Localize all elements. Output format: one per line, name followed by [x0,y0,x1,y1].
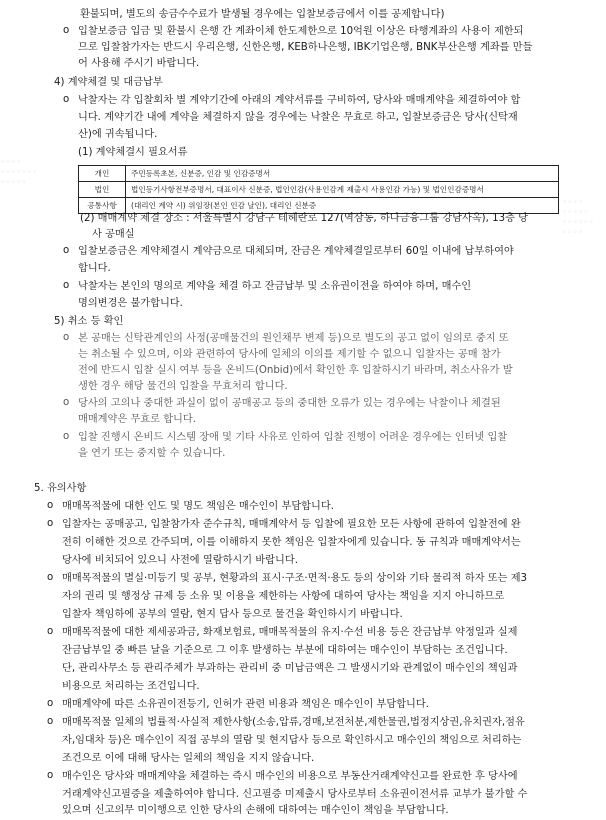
watermark-right: ◦◦◦◦ ◦◦◦◦◦ ◦◦◦◦◦◦ ◦◦◦◦ [562,198,594,238]
note-6-b: 자,임대차 등)은 매수인이 직접 공부의 열람 및 현지답사 등으로 확인하시고 매수인의 책임으로 처리하는 [62,735,522,746]
watermark-left: ◦◦◦◦ ◦◦◦◦◦◦◦ ◦◦◦◦◦ [0,158,38,188]
bullet-icon: o [47,518,54,529]
bullet-icon: o [47,626,54,637]
required-docs-heading: (1) 계약체결시 필요서류 [78,147,188,158]
cancel-text: 본 공매는 신탁관계인의 사정(공매물건의 원인채무 변제 등)으로 별도의 공고 없이 임의로 중지 또 [78,333,509,344]
bullet-icon: o [47,572,54,583]
deposit-bank-text-2: 므로 입찰참가자는 반드시 우리은행, 신한은행, KEB하나은행, IBK기업은행, BNK부산은행 계좌를 만들 [78,42,533,53]
refund-note: 환불되며, 별도의 송금수수료가 발생될 경우에는 입찰보증금에서 이를 공제합니다) [80,9,445,20]
table-row [79,182,559,198]
contract-text-3: 산)에 귀속됩니다. [78,129,158,140]
bullet-icon: o [63,280,70,291]
heading-cancel: 5) 취소 등 확인 [54,316,124,327]
note-2-b: 전히 이해한 것으로 간주되며, 이를 이해하지 못한 책임은 입찰자에게 있습니다. 동 규칙과 매매계약서는 [62,537,521,548]
table-value: 주민등록초본, 신분증, 인감 및 인감증명서 [126,166,559,182]
cancel-text-4: 생한 경우 해당 물건의 입찰을 무효처리 합니다. [78,381,288,392]
cancel-text-3: 전에 반드시 입찰 실시 여부 등을 온비드(Onbid)에서 확인한 후 입찰하시기 바라며, 취소사유가 발 [78,365,513,376]
bullet-icon: o [63,245,70,256]
contract-location-2: 사 공매실 [92,229,135,240]
contract-text-2: 니다. 계약기간 내에 계약을 체결하지 않을 경우에는 낙찰은 무효로 하고, 입찰보증금은 당사(신탁재 [78,112,518,123]
note-3-c: 입찰자 책임하에 공부의 열람, 현지 답사 등으로 물건을 확인하시기 바랍니다. [62,609,403,620]
name-change-text: 낙찰자는 본인의 명의로 계약을 체결 하고 잔금납부 및 소유권이전을 하여야 하며, 매수인 [78,281,472,292]
error-text-2: 매매계약은 무효로 합니다. [78,414,196,425]
table-key: 공통사항 [79,198,126,214]
note-3: 매매목적물의 멸실·미등기 및 공부, 현황과의 표시·구조·면적·용도 등의 상이와 기타 물리적 하자 또는 제3 [62,573,528,584]
name-change-text-2: 명의변경은 불가합니다. [78,298,183,309]
note-1: 매매목적물에 대한 인도 및 명도 책임은 매수인이 부담합니다. [62,501,334,512]
bullet-icon: o [63,94,70,105]
contract-location: (2) 매매계약 체결 장소 : 서울특별시 강남구 테헤란로 127(역삼동, 하나금융그룹 강남사옥), 13층 당 [80,213,528,224]
table-value: 법인등기사항전부증명서, 대표이사 신분증, 법인인감(사용인감계 제출시 사용인감 가능) 및 법인인감증명서 [126,182,559,198]
deposit-bank-text-3: 어 사용해 주시기 바랍니다. [78,58,200,69]
note-6-c: 조건으로 이에 대해 당사는 일체의 책임을 지지 않습니다. [62,753,315,764]
table-value: (대리인 계약 시) 위임장(본인 인감 날인), 대리인 신분증 [126,198,559,214]
bullet-icon: o [47,716,54,727]
bullet-icon: o [63,332,70,343]
section-title-notes: 5. 유의사항 [34,483,87,494]
note-4-b: 잔금납부일 중 빠른 날을 기준으로 그 이후 발생하는 부분에 대하여는 매수인이 부담하는 조건입니다. [62,645,508,656]
note-7-c: 있으며 신고의무 미이행으로 인한 당사의 손해에 대하여는 매수인이 책임을 부담합니다. [62,805,449,816]
note-2: 입찰자는 공매공고, 입찰참가자 준수규칙, 매매계약서 등 입찰에 필요한 모든 사항에 관하여 입찰전에 완 [62,519,521,530]
bullet-icon: o [47,500,54,511]
deposit-replace-text: 입찰보증금은 계약체결시 계약금으로 대체되며, 잔금은 계약체결일로부터 60일 이내에 납부하여야 [78,246,514,257]
note-4: 매매목적물에 대한 제세공과금, 화재보험료, 매매목적물의 유지·수선 비용 등은 잔금납부 약정일과 실제 [62,627,518,638]
note-4-c: 단, 관리사무소 등 관리주체가 부과하는 관리비 중 미납금액은 그 발생시기와 관계없이 매수인의 책임과 [62,663,518,674]
note-7: 매수인은 당사와 매매계약을 체결하는 즉시 매수인의 비용으로 부동산거래계약신고를 완료한 후 당사에 [62,771,518,782]
bullet-icon: o [63,397,70,408]
system-text: 입찰 진행시 온비드 시스템 장애 및 기타 사유로 인하여 입찰 진행이 어려운 경우에는 인터넷 입찰 [78,432,508,443]
note-6: 매매목적물 일체의 법률적·사실적 제한사항(소송,압류,경매,보전처분,제한물권,법정지상권,유치권자,점유 [62,717,525,728]
system-text-2: 을 연기 또는 중지할 수 있습니다. [78,448,226,459]
table-key: 개인 [79,166,126,182]
note-5: 매매계약에 따른 소유권이전등기, 인허가 관련 비용과 책임은 매수인이 부담합니다. [62,699,429,710]
note-2-c: 당사에 비치되어 있으니 사전에 열람하시기 바랍니다. [62,555,298,566]
cancel-text-2: 는 취소될 수 있으며, 이와 관련하여 당사에 일체의 이의를 제기할 수 없으니 입찰자는 공매 참가 [78,349,501,360]
table-row [79,166,559,182]
bullet-icon: o [47,698,54,709]
heading-contract: 4) 계약체결 및 대금납부 [54,77,163,88]
deposit-replace-text-2: 합니다. [78,263,111,274]
bullet-icon: o [63,431,70,442]
note-7-b: 거래계약신고필증을 제출하여야 합니다. 신고필증 미제출시 당사로부터 소유권이전서류 교부가 불가할 수 [62,789,528,800]
error-text: 당사의 고의나 중대한 과실이 없이 공매공고 등의 중대한 오류가 있는 경우에는 낙찰이나 체결된 [78,398,501,409]
bullet-icon: o [47,770,54,781]
table-key: 법인 [79,182,126,198]
deposit-bank-text: 입찰보증금 입금 및 환불시 은행 간 계좌이체 한도제한으로 10억원 이상은 타행계좌의 사용이 제한되 [78,26,524,37]
contract-text: 낙찰자는 각 입찰회차 별 계약기간에 아래의 계약서류를 구비하여, 당사와 매매계약을 체결하여야 합 [78,95,521,106]
note-4-d: 비용으로 처리하는 조건입니다. [62,681,200,692]
note-3-b: 자의 권리 및 행정상 규제 등 소유 및 이용을 제한하는 사항에 대하여 당사는 책임을 지지 아니하므로 [62,591,505,602]
bullet-icon: o [63,25,70,36]
required-docs-table [78,165,559,214]
